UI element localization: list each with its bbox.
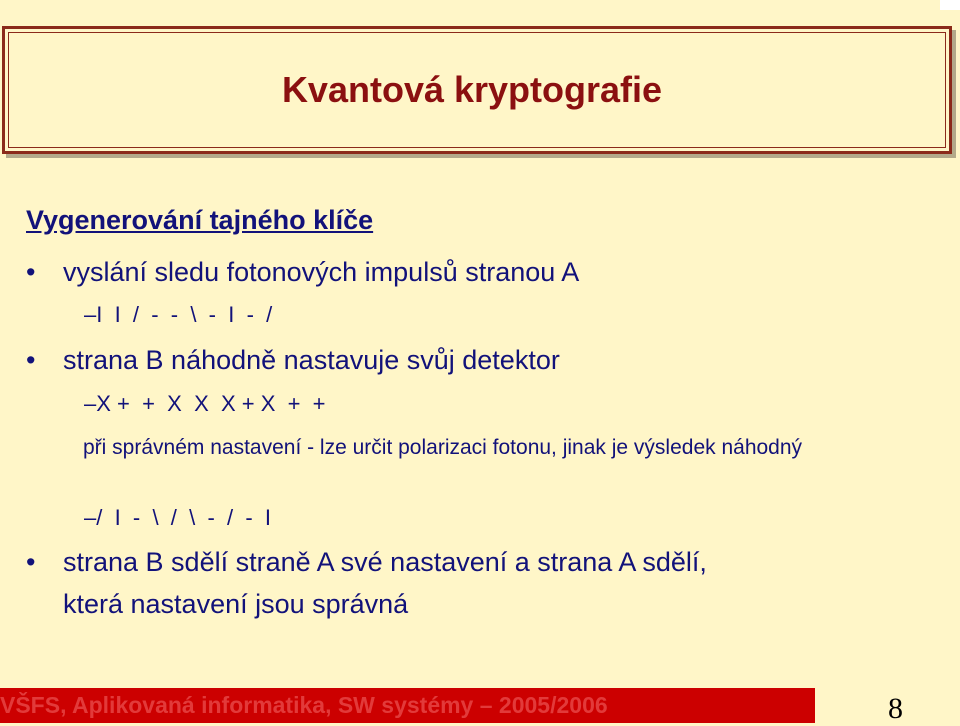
note-text: při správném nastavení - lze určit polarizaci fotonu, jinak je výsledek náhodný [83, 436, 803, 459]
bullet-text: vyslání sledu fotonových impulsů stranou A [63, 257, 580, 287]
bullet-text: strana B sdělí straně A své nastavení a strana A sdělí, [63, 547, 707, 577]
bullet-dot-icon: • [26, 345, 36, 375]
page-number: 8 [888, 692, 903, 725]
bullet-item [26, 257, 579, 288]
bullet-item [26, 547, 707, 578]
title-inner-frame [8, 32, 946, 148]
sequence-line: –I I / - - \ - I - / [84, 302, 273, 327]
corner-mark [940, 0, 960, 10]
bullet-item [26, 345, 560, 376]
section-heading: Vygenerování tajného klíče [26, 205, 374, 235]
bullet-text: strana B náhodně nastavuje svůj detektor [63, 345, 560, 375]
bullet-dot-icon: • [26, 547, 36, 577]
sequence-line: –X + + X X X + X + + [84, 391, 326, 416]
footer-text: VŠFS, Aplikovaná informatika, SW systémy – 2005/2006 [0, 692, 608, 718]
title-frame [2, 26, 952, 154]
bullet-continuation: která nastavení jsou správná [63, 589, 409, 619]
bullet-dot-icon: • [26, 257, 36, 287]
sequence-line: –/ I - \ / \ - / - I [84, 505, 272, 530]
slide-title: Kvantová kryptografie [281, 69, 663, 110]
